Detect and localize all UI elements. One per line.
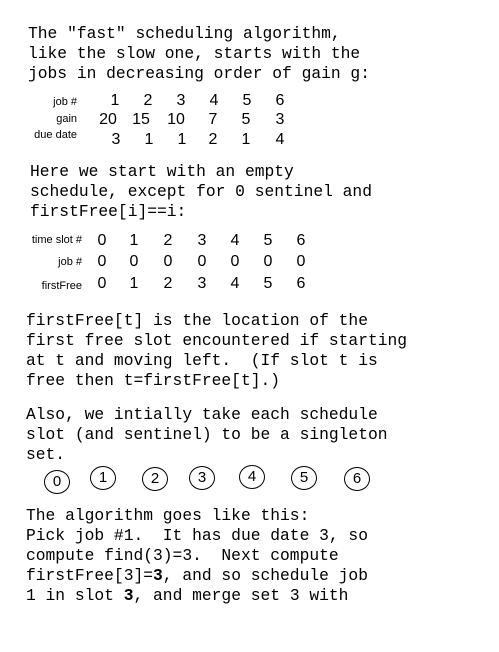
job-cell: 2 [143, 92, 153, 109]
job-cell: 1 [110, 92, 120, 109]
due-cell: 1 [144, 131, 154, 148]
slot-cell: 6 [296, 232, 306, 249]
set-circle: 0 [44, 470, 70, 494]
time-slot-row-label: time slot # [31, 234, 82, 246]
due-cell: 3 [111, 131, 121, 148]
slot-cell: 5 [263, 232, 273, 249]
text-run: , and merge set 3 with [133, 586, 349, 605]
firstfree-cell: 5 [263, 275, 273, 292]
slot-cell: 4 [230, 232, 240, 249]
job-cell: 0 [197, 253, 207, 270]
job-cell: 3 [176, 92, 186, 109]
set-circle: 2 [142, 467, 168, 491]
gain-cell: 15 [132, 111, 150, 128]
text-run: , and so schedule job [162, 566, 368, 585]
paragraph-line: Pick job #1. It has due date 3, so [26, 526, 368, 545]
paragraph-line: firstFree[i]==i: [30, 202, 187, 221]
set-circle: 1 [90, 466, 116, 490]
gain-cell: 20 [99, 111, 117, 128]
slot-cell: 3 [197, 232, 207, 249]
firstfree-cell: 6 [296, 275, 306, 292]
gain-cell: 3 [275, 111, 285, 128]
gain-cell: 7 [208, 111, 218, 128]
paragraph-line: Also, we intially take each schedule [26, 405, 378, 424]
set-circle: 6 [344, 467, 370, 491]
job-cell: 0 [296, 253, 306, 270]
firstfree-cell: 1 [129, 275, 139, 292]
due-cell: 1 [177, 131, 187, 148]
job-cell: 0 [97, 253, 107, 270]
gain-cell: 10 [167, 111, 185, 128]
job-cell: 0 [230, 253, 240, 270]
paragraph-line: compute find(3)=3. Next compute [26, 546, 339, 565]
intro-line: The "fast" scheduling algorithm, [28, 24, 341, 43]
paragraph-line [26, 566, 368, 586]
job-cell: 5 [242, 92, 252, 109]
paragraph-line [26, 586, 348, 606]
job-row-label: job # [53, 96, 77, 108]
paragraph-line: The algorithm goes like this: [26, 506, 310, 525]
paragraph-line: slot (and sentinel) to be a singleton [26, 425, 388, 444]
job-row-label: job # [58, 256, 82, 268]
job-cell: 6 [275, 92, 285, 109]
firstfree-row-label: firstFree [41, 280, 82, 292]
text-run: 1 in slot [26, 586, 124, 605]
firstfree-cell: 4 [230, 275, 240, 292]
due-cell: 2 [208, 131, 218, 148]
job-cell: 4 [209, 92, 219, 109]
set-circle: 4 [239, 465, 265, 489]
job-cell: 0 [263, 253, 273, 270]
set-circle: 5 [291, 466, 317, 490]
bold-value: 3 [123, 586, 134, 605]
intro-line: like the slow one, starts with the [28, 44, 361, 63]
due-date-row-label: due date [34, 129, 77, 141]
slot-cell: 0 [97, 232, 107, 249]
due-cell: 4 [275, 131, 285, 148]
gain-row-label: gain [56, 113, 77, 125]
paragraph-line: first free slot encountered if starting [26, 331, 408, 350]
set-circle: 3 [189, 466, 215, 490]
paragraph-line: schedule, except for 0 sentinel and [30, 182, 372, 201]
paragraph-line: free then t=firstFree[t].) [26, 371, 281, 390]
paragraph-line: at t and moving left. (If slot t is [26, 351, 378, 370]
paragraph-line: firstFree[t] is the location of the [26, 311, 368, 330]
slot-cell: 2 [163, 232, 173, 249]
job-cell: 0 [129, 253, 139, 270]
paragraph-line: set. [26, 445, 66, 464]
firstfree-cell: 3 [197, 275, 207, 292]
slot-cell: 1 [129, 232, 139, 249]
intro-line: jobs in decreasing order of gain g: [28, 64, 370, 83]
firstfree-cell: 0 [97, 275, 107, 292]
bold-value: 3 [153, 566, 163, 585]
paragraph-line: Here we start with an empty [30, 162, 294, 181]
firstfree-cell: 2 [163, 275, 173, 292]
gain-cell: 5 [241, 111, 251, 128]
text-run: firstFree[3]= [26, 566, 154, 585]
job-cell: 0 [163, 253, 173, 270]
due-cell: 1 [241, 131, 251, 148]
